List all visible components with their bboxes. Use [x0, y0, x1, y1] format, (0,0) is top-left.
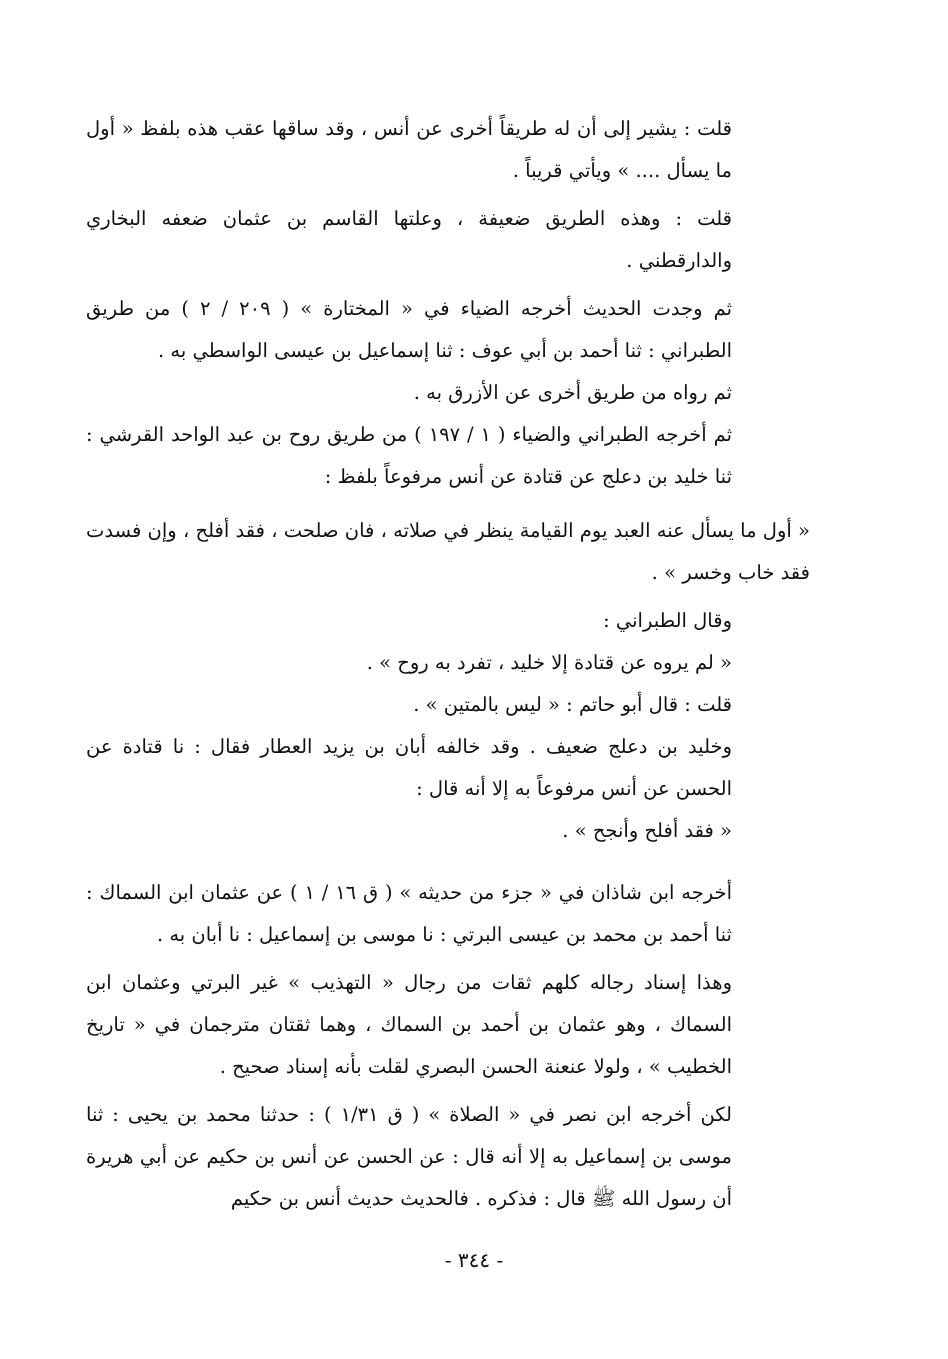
paragraph-3: ثم وجدت الحديث أخرجه الضياء في « المختارة » ( ٢٠٩ / ٢ ) من طريق الطبراني : ثنا أحمد بن أبي عوف : ثنا إسماعيل بن عيسى الواسطي به .: [86, 297, 733, 362]
paragraph-7: قلت : قال أبو حاتم : « ليس بالمتين » .: [413, 693, 732, 716]
paragraph-8: وخليد بن دعلج ضعيف . وقد خالفه أبان بن يزيد العطار فقال : نا قتادة عن الحسن عن أنس مرفوعاً به إلا أنه قال :: [86, 735, 732, 800]
paragraph-10: وهذا إسناد رجاله كلهم ثقات من رجال « التهذيب » غير البرتي وعثمان ابن السماك ، وهو عثمان بن أحمد بن السماك ، وهما ثقتان مترجمان في « تاريخ الخطيب » ، ولولا عنعنة الحسن البصري لقلت بأنه إسناد صحيح .: [86, 971, 732, 1078]
paragraph-6: وقال الطبراني :: [603, 609, 732, 632]
paragraph-5: ثم أخرجه الطبراني والضياء ( ١ / ١٩٧ ) من طريق روح بن عبد الواحد القرشي : ثنا خليد بن دعلج عن قتادة عن أنس مرفوعاً بلفظ :: [86, 423, 732, 488]
paragraph-4: ثم رواه من طريق أخرى عن الأزرق به .: [413, 381, 732, 404]
paragraph-2: قلت : وهذه الطريق ضعيفة ، وعلتها القاسم بن عثمان ضعفه البخاري والدارقطني .: [86, 207, 732, 272]
paragraph-9: أخرجه ابن شاذان في « جزء من حديثه » ( ق ١٦ / ١ ) عن عثمان ابن السماك : ثنا أحمد بن محمد بن عيسى البرتي : نا موسى بن إسماعيل : نا أبان به .: [86, 881, 732, 946]
paragraph-11: لكن أخرجه ابن نصر في « الصلاة » ( ق ١/٣١ ) : حدثنا محمد بن يحيى : ثنا موسى بن إسماعيل به إلا أنه قال : عن الحسن عن أنس بن حكيم عن أبي هريرة أن رسول الله ﷺ قال : فذكره . فالحديث حديث أنس بن حكيم: [86, 1103, 732, 1210]
tabarani-quote: « لم يروه عن قتادة إلا خليد ، تفرد به روح » .: [366, 651, 732, 674]
variant-quote: « فقد أفلح وأنجح » .: [562, 819, 732, 842]
page-number: - ٣٤٤ -: [444, 1248, 504, 1272]
hadith-quote: « أول ما يسأل عنه العبد يوم القيامة ينظر في صلاته ، فان صلحت ، فقد أفلح ، وإن فسدت فقد خاب وخسر » .: [86, 519, 810, 584]
paragraph-1: قلت : يشير إلى أن له طريقاً أخرى عن أنس ، وقد ساقها عقب هذه بلفظ « أول ما يسأل .... » ويأتي قريباً .: [86, 117, 732, 182]
main-text: [86, 108, 810, 1220]
